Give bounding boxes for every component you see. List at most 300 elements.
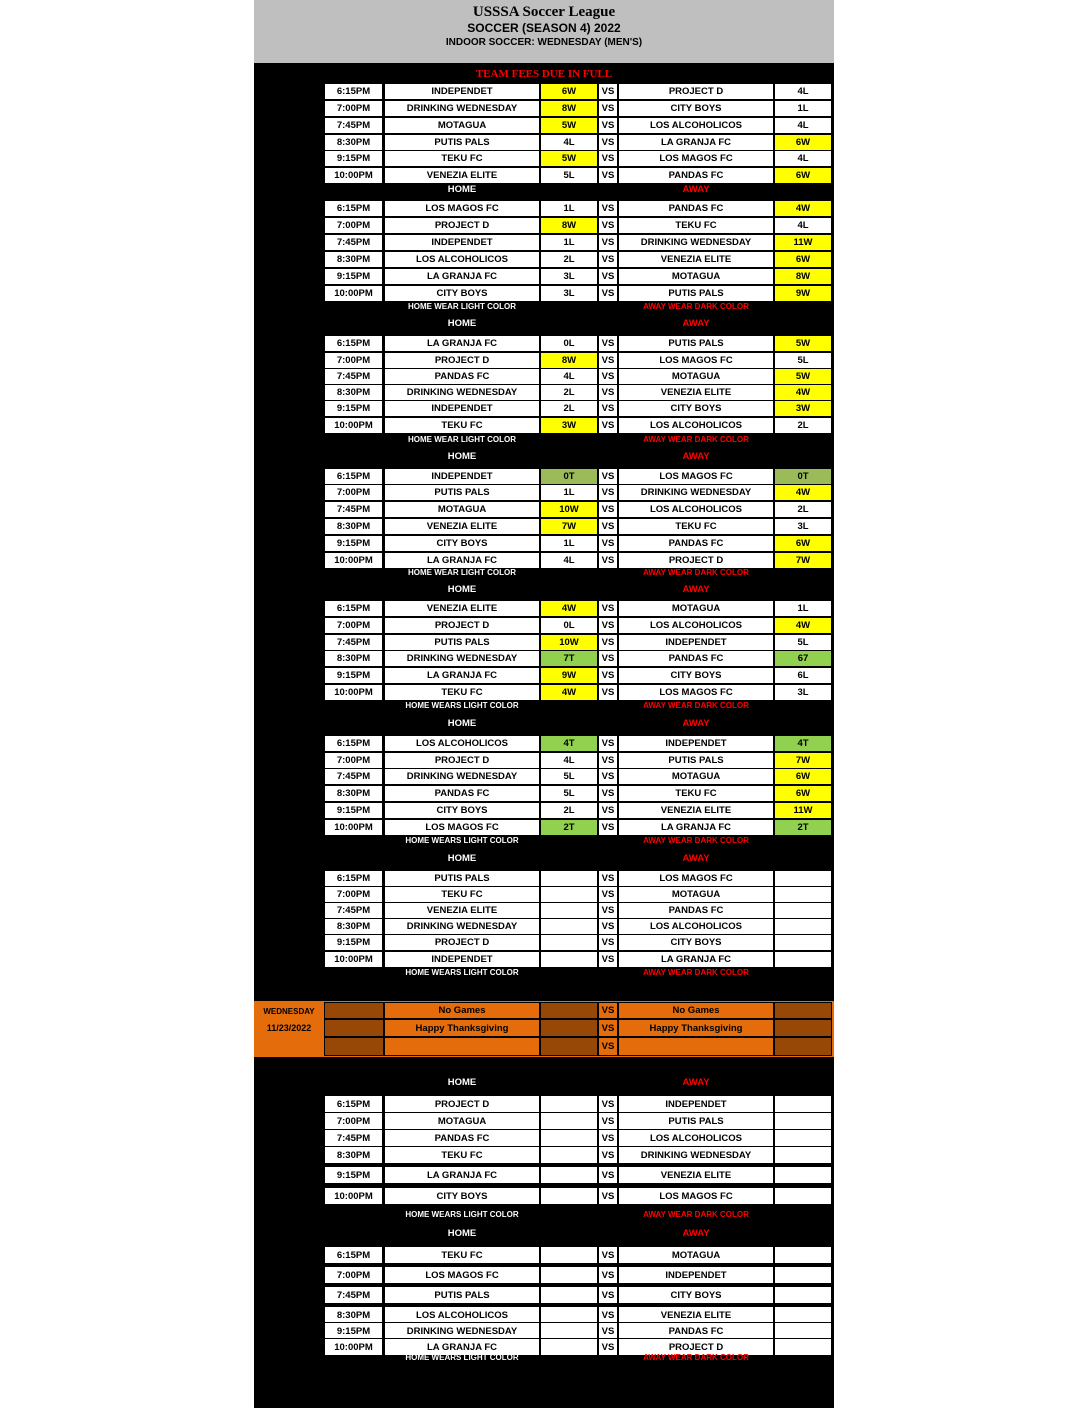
week-date-label: 10/12/2022: [266, 225, 312, 235]
home-result: 7W: [540, 518, 598, 535]
home-result: 6W: [540, 83, 598, 100]
home-result: 1L: [540, 234, 598, 251]
game-time: 9:15PM: [324, 802, 383, 819]
vs-label: VS: [598, 150, 618, 167]
holiday-home-text: No Games: [384, 1002, 540, 1019]
away-result: [774, 918, 832, 935]
home-result: 4W: [540, 684, 598, 701]
game-time: 8:30PM: [324, 1146, 383, 1164]
schedule-sheet: [254, 0, 834, 1408]
home-team: DRINKING WEDNESDAY: [384, 1322, 540, 1340]
home-result: 8W: [540, 217, 598, 234]
week-date-label: 11/16/2022: [266, 894, 312, 904]
away-wear-note: AWAY WEAR DARK COLOR: [643, 1210, 749, 1219]
vs-label: VS: [598, 600, 618, 617]
home-wear-note: HOME WEAR LIGHT COLOR: [408, 568, 516, 577]
holiday-away-result: [774, 1019, 832, 1037]
game-time: 8:30PM: [324, 251, 383, 268]
home-result: 0T: [540, 468, 598, 485]
away-team: CITY BOYS: [618, 100, 774, 117]
away-result: [774, 1338, 832, 1356]
vs-label: VS: [598, 1166, 618, 1184]
game-time: 7:00PM: [324, 100, 383, 117]
week-tag-label: WEEK 6: [271, 810, 307, 820]
holiday-home-result: [540, 1002, 598, 1019]
away-team: PANDAS FC: [618, 1322, 774, 1340]
home-result: 2L: [540, 400, 598, 417]
away-team: LOS MAGOS FC: [618, 468, 774, 485]
home-team: CITY BOYS: [384, 535, 540, 552]
away-result: 4W: [774, 484, 832, 501]
vs-label: VS: [598, 1146, 618, 1164]
vs-label: VS: [598, 368, 618, 385]
game-time: 7:00PM: [324, 617, 383, 634]
vs-label: VS: [598, 1002, 618, 1019]
holiday-home-result: [540, 1019, 598, 1037]
week-day-label: WEDNESDAY: [263, 343, 315, 352]
away-team: INDEPENDET: [618, 1266, 774, 1284]
away-team: MOTAGUA: [618, 600, 774, 617]
vs-label: VS: [598, 117, 618, 134]
home-team: LA GRANJA FC: [384, 268, 540, 285]
vs-label: VS: [598, 902, 618, 919]
home-column-header: HOME: [447, 1077, 477, 1088]
home-team: LA GRANJA FC: [384, 1166, 540, 1184]
away-team: LOS MAGOS FC: [618, 684, 774, 701]
home-column-header: HOME: [447, 718, 477, 729]
away-wear-note: AWAY WEAR DARK COLOR: [643, 435, 749, 444]
away-result: [774, 1286, 832, 1304]
holiday-date-label: 11/23/2022: [266, 1023, 312, 1033]
home-team: PANDAS FC: [384, 368, 540, 385]
away-result: 6W: [774, 535, 832, 552]
home-column-header: HOME: [447, 584, 477, 595]
week-tag-label: WEEK 4: [271, 543, 307, 553]
week-day-label: WEDNESDAY: [263, 878, 315, 887]
away-team: PANDAS FC: [618, 535, 774, 552]
away-wear-note: AWAY WEAR DARK COLOR: [643, 1353, 749, 1362]
vs-label: VS: [598, 650, 618, 667]
game-time: 6:15PM: [324, 1095, 383, 1113]
away-team: CITY BOYS: [618, 667, 774, 684]
away-result: 6W: [774, 251, 832, 268]
away-result: 5W: [774, 335, 832, 352]
vs-label: VS: [598, 1037, 618, 1056]
vs-label: VS: [598, 251, 618, 268]
home-column-header: HOME: [447, 853, 477, 864]
away-team: DRINKING WEDNESDAY: [618, 484, 774, 501]
away-team: LOS ALCOHOLICOS: [618, 501, 774, 518]
home-wear-note: HOME WEARS LIGHT COLOR: [405, 1210, 519, 1219]
home-result: 0L: [540, 617, 598, 634]
game-time: 7:45PM: [324, 634, 383, 651]
home-team: INDEPENDET: [384, 400, 540, 417]
away-team: LOS ALCOHOLICOS: [618, 117, 774, 134]
away-result: 2T: [774, 819, 832, 836]
home-result: 4W: [540, 600, 598, 617]
away-result: 2L: [774, 501, 832, 518]
home-team: INDEPENDET: [384, 951, 540, 968]
home-wear-note: HOME WEARS LIGHT COLOR: [405, 968, 519, 977]
vs-label: VS: [598, 1246, 618, 1264]
home-team: MOTAGUA: [384, 117, 540, 134]
away-team: PROJECT D: [618, 552, 774, 569]
home-team: LOS ALCOHOLICOS: [384, 735, 540, 752]
away-result: 7W: [774, 752, 832, 769]
game-time: 8:30PM: [324, 650, 383, 667]
home-result: 4L: [540, 134, 598, 151]
week-tag-label: WEEK 5: [271, 675, 307, 685]
game-time: 10:00PM: [324, 1338, 383, 1356]
home-team: PUTIS PALS: [384, 634, 540, 651]
home-result: [540, 1129, 598, 1147]
week-day-label: WEDNESDAY: [263, 91, 315, 100]
holiday-away-text: Happy Thanksgiving: [618, 1019, 774, 1037]
home-team: CITY BOYS: [384, 802, 540, 819]
home-team: DRINKING WEDNESDAY: [384, 384, 540, 401]
away-team: CITY BOYS: [618, 1286, 774, 1304]
away-result: [774, 951, 832, 968]
game-time: 6:15PM: [324, 1246, 383, 1264]
home-team: VENEZIA ELITE: [384, 518, 540, 535]
week-date-label: 10/26/2022: [266, 492, 312, 502]
away-result: [774, 1166, 832, 1184]
home-result: 2L: [540, 384, 598, 401]
game-time: 8:30PM: [324, 1306, 383, 1324]
home-team: TEKU FC: [384, 886, 540, 903]
home-result: 10W: [540, 501, 598, 518]
away-team: LOS MAGOS FC: [618, 870, 774, 887]
home-result: 4T: [540, 735, 598, 752]
week-tag-label: WEEK 9: [271, 1330, 307, 1340]
vs-label: VS: [598, 819, 618, 836]
home-team: PROJECT D: [384, 934, 540, 951]
game-time: 7:00PM: [324, 886, 383, 903]
game-time: 6:15PM: [324, 335, 383, 352]
vs-label: VS: [598, 518, 618, 535]
home-result: 3L: [540, 285, 598, 302]
home-team: TEKU FC: [384, 684, 540, 701]
division-title: INDOOR SOCCER: WEDNESDAY (MEN'S): [445, 37, 643, 48]
season-title: SOCCER (SEASON 4) 2022: [467, 21, 621, 35]
vs-label: VS: [598, 1187, 618, 1205]
away-result: 6W: [774, 134, 832, 151]
away-wear-note: AWAY WEAR DARK COLOR: [643, 836, 749, 845]
home-result: 0L: [540, 335, 598, 352]
away-team: MOTAGUA: [618, 368, 774, 385]
away-result: 7W: [774, 552, 832, 569]
away-result: 4L: [774, 117, 832, 134]
home-team: PUTIS PALS: [384, 1286, 540, 1304]
away-team: LOS ALCOHOLICOS: [618, 417, 774, 434]
vs-label: VS: [598, 951, 618, 968]
week-tag-label: WEEK 2: [271, 276, 307, 286]
week-day-label: WEDNESDAY: [263, 608, 315, 617]
holiday-home-result: [540, 1037, 598, 1056]
away-result: 5L: [774, 352, 832, 369]
holiday-time-cell: [324, 1002, 384, 1019]
game-time: 7:45PM: [324, 117, 383, 134]
week-day-label: WEDNESDAY: [263, 1103, 315, 1112]
home-result: [540, 1286, 598, 1304]
home-team: PROJECT D: [384, 1095, 540, 1113]
home-team: LOS ALCOHOLICOS: [384, 251, 540, 268]
game-time: 9:15PM: [324, 667, 383, 684]
schedule-grid: [254, 0, 834, 1408]
away-team: LOS MAGOS FC: [618, 352, 774, 369]
week-tag-label: WEEK 8: [271, 1176, 307, 1186]
home-team: VENEZIA ELITE: [384, 167, 540, 184]
vs-label: VS: [598, 1322, 618, 1340]
home-team: PUTIS PALS: [384, 484, 540, 501]
away-result: 1L: [774, 100, 832, 117]
game-time: 6:15PM: [324, 600, 383, 617]
vs-label: VS: [598, 1129, 618, 1147]
vs-label: VS: [598, 1019, 618, 1037]
week-day-label: WEDNESDAY: [263, 476, 315, 485]
game-time: 7:45PM: [324, 234, 383, 251]
vs-label: VS: [598, 352, 618, 369]
vs-label: VS: [598, 617, 618, 634]
week-date-label: 12/7/2022: [268, 1276, 310, 1286]
holiday-away-text: [618, 1037, 774, 1056]
week-date-label: 11/2/2022: [269, 625, 309, 635]
away-result: 0T: [774, 468, 832, 485]
away-result: 3W: [774, 400, 832, 417]
away-team: DRINKING WEDNESDAY: [618, 1146, 774, 1164]
home-result: [540, 1246, 598, 1264]
home-result: [540, 870, 598, 887]
away-result: 4L: [774, 217, 832, 234]
home-result: [540, 902, 598, 919]
game-time: 10:00PM: [324, 684, 383, 701]
vs-label: VS: [598, 752, 618, 769]
home-team: TEKU FC: [384, 417, 540, 434]
away-team: LOS ALCOHOLICOS: [618, 617, 774, 634]
game-time: 10:00PM: [324, 951, 383, 968]
home-result: 8W: [540, 352, 598, 369]
away-team: VENEZIA ELITE: [618, 251, 774, 268]
away-team: PANDAS FC: [618, 902, 774, 919]
away-wear-note: AWAY WEAR DARK COLOR: [643, 302, 749, 311]
away-result: 6L: [774, 667, 832, 684]
vs-label: VS: [598, 768, 618, 785]
home-result: [540, 1166, 598, 1184]
home-result: 2L: [540, 802, 598, 819]
game-time: 7:45PM: [324, 1286, 383, 1304]
holiday-home-text: Happy Thanksgiving: [384, 1019, 540, 1037]
away-team: LA GRANJA FC: [618, 134, 774, 151]
home-team: DRINKING WEDNESDAY: [384, 100, 540, 117]
vs-label: VS: [598, 1112, 618, 1130]
vs-label: VS: [598, 167, 618, 184]
vs-label: VS: [598, 1306, 618, 1324]
away-result: [774, 1246, 832, 1264]
game-time: 6:15PM: [324, 735, 383, 752]
home-team: LOS MAGOS FC: [384, 1266, 540, 1284]
game-time: 7:00PM: [324, 352, 383, 369]
home-result: 5W: [540, 117, 598, 134]
home-team: LA GRANJA FC: [384, 1338, 540, 1356]
vs-label: VS: [598, 217, 618, 234]
away-result: [774, 1187, 832, 1205]
away-result: 5W: [774, 368, 832, 385]
away-team: VENEZIA ELITE: [618, 384, 774, 401]
home-result: 4L: [540, 752, 598, 769]
vs-label: VS: [598, 918, 618, 935]
home-team: DRINKING WEDNESDAY: [384, 768, 540, 785]
holiday-away-result: [774, 1037, 832, 1056]
home-team: PUTIS PALS: [384, 134, 540, 151]
away-team: PANDAS FC: [618, 167, 774, 184]
home-team: MOTAGUA: [384, 501, 540, 518]
away-result: [774, 902, 832, 919]
away-team: LA GRANJA FC: [618, 951, 774, 968]
away-result: 67: [774, 650, 832, 667]
game-time: 9:15PM: [324, 268, 383, 285]
home-result: 3W: [540, 417, 598, 434]
holiday-time-cell: [324, 1019, 384, 1037]
home-result: [540, 1095, 598, 1113]
away-team: LOS MAGOS FC: [618, 1187, 774, 1205]
holiday-day-label: WEDNESDAY: [263, 1007, 315, 1016]
away-result: 4W: [774, 617, 832, 634]
home-result: [540, 1266, 598, 1284]
week-tag-label: Classification: [262, 126, 315, 135]
away-result: 4L: [774, 150, 832, 167]
vs-label: VS: [598, 268, 618, 285]
game-time: 9:15PM: [324, 934, 383, 951]
home-column-header: HOME: [447, 1228, 477, 1239]
vs-label: VS: [598, 384, 618, 401]
home-wear-note: HOME WEAR LIGHT COLOR: [408, 435, 516, 444]
home-wear-note: HOME WEARS LIGHT COLOR: [405, 1353, 519, 1362]
away-team: VENEZIA ELITE: [618, 1166, 774, 1184]
vs-label: VS: [598, 634, 618, 651]
game-time: 7:00PM: [324, 217, 383, 234]
away-result: 5L: [774, 634, 832, 651]
week-tag-label: WEEK 3: [271, 408, 307, 418]
league-title: USSSA Soccer League: [472, 4, 616, 20]
game-time: 7:45PM: [324, 501, 383, 518]
game-time: 7:00PM: [324, 1112, 383, 1130]
away-team: PROJECT D: [618, 1338, 774, 1356]
away-wear-note: AWAY WEAR DARK COLOR: [643, 968, 749, 977]
vs-label: VS: [598, 83, 618, 100]
away-team: PUTIS PALS: [618, 285, 774, 302]
away-team: MOTAGUA: [618, 1246, 774, 1264]
away-team: PANDAS FC: [618, 650, 774, 667]
home-team: LOS MAGOS FC: [384, 200, 540, 217]
home-result: [540, 1338, 598, 1356]
home-result: 5L: [540, 785, 598, 802]
home-team: PROJECT D: [384, 617, 540, 634]
away-team: PUTIS PALS: [618, 1112, 774, 1130]
fees-notice: TEAM FEES DUE IN FULL: [475, 68, 613, 80]
home-result: 5L: [540, 167, 598, 184]
game-time: 10:00PM: [324, 819, 383, 836]
vs-label: VS: [598, 1338, 618, 1356]
home-column-header: HOME: [447, 318, 477, 329]
vs-label: VS: [598, 870, 618, 887]
away-result: 11W: [774, 234, 832, 251]
home-team: PUTIS PALS: [384, 870, 540, 887]
home-team: CITY BOYS: [384, 1187, 540, 1205]
game-time: 7:45PM: [324, 768, 383, 785]
away-team: LOS MAGOS FC: [618, 150, 774, 167]
week-date-label: 11/30/2022: [266, 1120, 312, 1130]
week-date-label: 11/9/2022: [269, 760, 309, 770]
game-time: 7:45PM: [324, 902, 383, 919]
away-result: 8W: [774, 268, 832, 285]
away-team: VENEZIA ELITE: [618, 802, 774, 819]
game-time: 6:15PM: [324, 468, 383, 485]
away-result: [774, 1095, 832, 1113]
holiday-away-result: [774, 1002, 832, 1019]
home-team: LOS ALCOHOLICOS: [384, 1306, 540, 1324]
home-team: PROJECT D: [384, 752, 540, 769]
home-result: 5W: [540, 150, 598, 167]
game-time: 9:15PM: [324, 400, 383, 417]
game-time: 8:30PM: [324, 518, 383, 535]
away-team: TEKU FC: [618, 785, 774, 802]
game-time: 10:00PM: [324, 167, 383, 184]
home-team: LA GRANJA FC: [384, 335, 540, 352]
away-team: MOTAGUA: [618, 268, 774, 285]
week-day-label: WEDNESDAY: [263, 208, 315, 217]
thanksgiving-block: [254, 1001, 834, 1057]
home-result: [540, 1112, 598, 1130]
away-result: 4W: [774, 200, 832, 217]
home-team: TEKU FC: [384, 150, 540, 167]
vs-label: VS: [598, 785, 618, 802]
vs-label: VS: [598, 335, 618, 352]
home-team: PROJECT D: [384, 217, 540, 234]
away-result: 3L: [774, 518, 832, 535]
home-team: TEKU FC: [384, 1146, 540, 1164]
game-time: 7:45PM: [324, 1129, 383, 1147]
away-team: CITY BOYS: [618, 934, 774, 951]
home-result: [540, 1187, 598, 1205]
away-team: MOTAGUA: [618, 768, 774, 785]
vs-label: VS: [598, 1286, 618, 1304]
home-result: 1L: [540, 535, 598, 552]
home-result: 3L: [540, 268, 598, 285]
away-team: LA GRANJA FC: [618, 819, 774, 836]
vs-label: VS: [598, 417, 618, 434]
away-result: [774, 870, 832, 887]
away-column-header: AWAY: [682, 184, 710, 195]
home-team: PANDAS FC: [384, 1129, 540, 1147]
away-team: TEKU FC: [618, 518, 774, 535]
vs-label: VS: [598, 468, 618, 485]
away-team: VENEZIA ELITE: [618, 1306, 774, 1324]
home-result: 2L: [540, 251, 598, 268]
week-day-label: WEDNESDAY: [263, 1256, 315, 1265]
game-time: 10:00PM: [324, 1187, 383, 1205]
home-team: LA GRANJA FC: [384, 667, 540, 684]
vs-label: VS: [598, 802, 618, 819]
home-team: TEKU FC: [384, 1246, 540, 1264]
vs-label: VS: [598, 234, 618, 251]
away-result: [774, 886, 832, 903]
holiday-time-cell: [324, 1037, 384, 1056]
home-result: [540, 934, 598, 951]
week-date-label: 10/19/2022: [266, 360, 312, 370]
game-time: 9:15PM: [324, 150, 383, 167]
home-result: 7T: [540, 650, 598, 667]
home-result: [540, 918, 598, 935]
